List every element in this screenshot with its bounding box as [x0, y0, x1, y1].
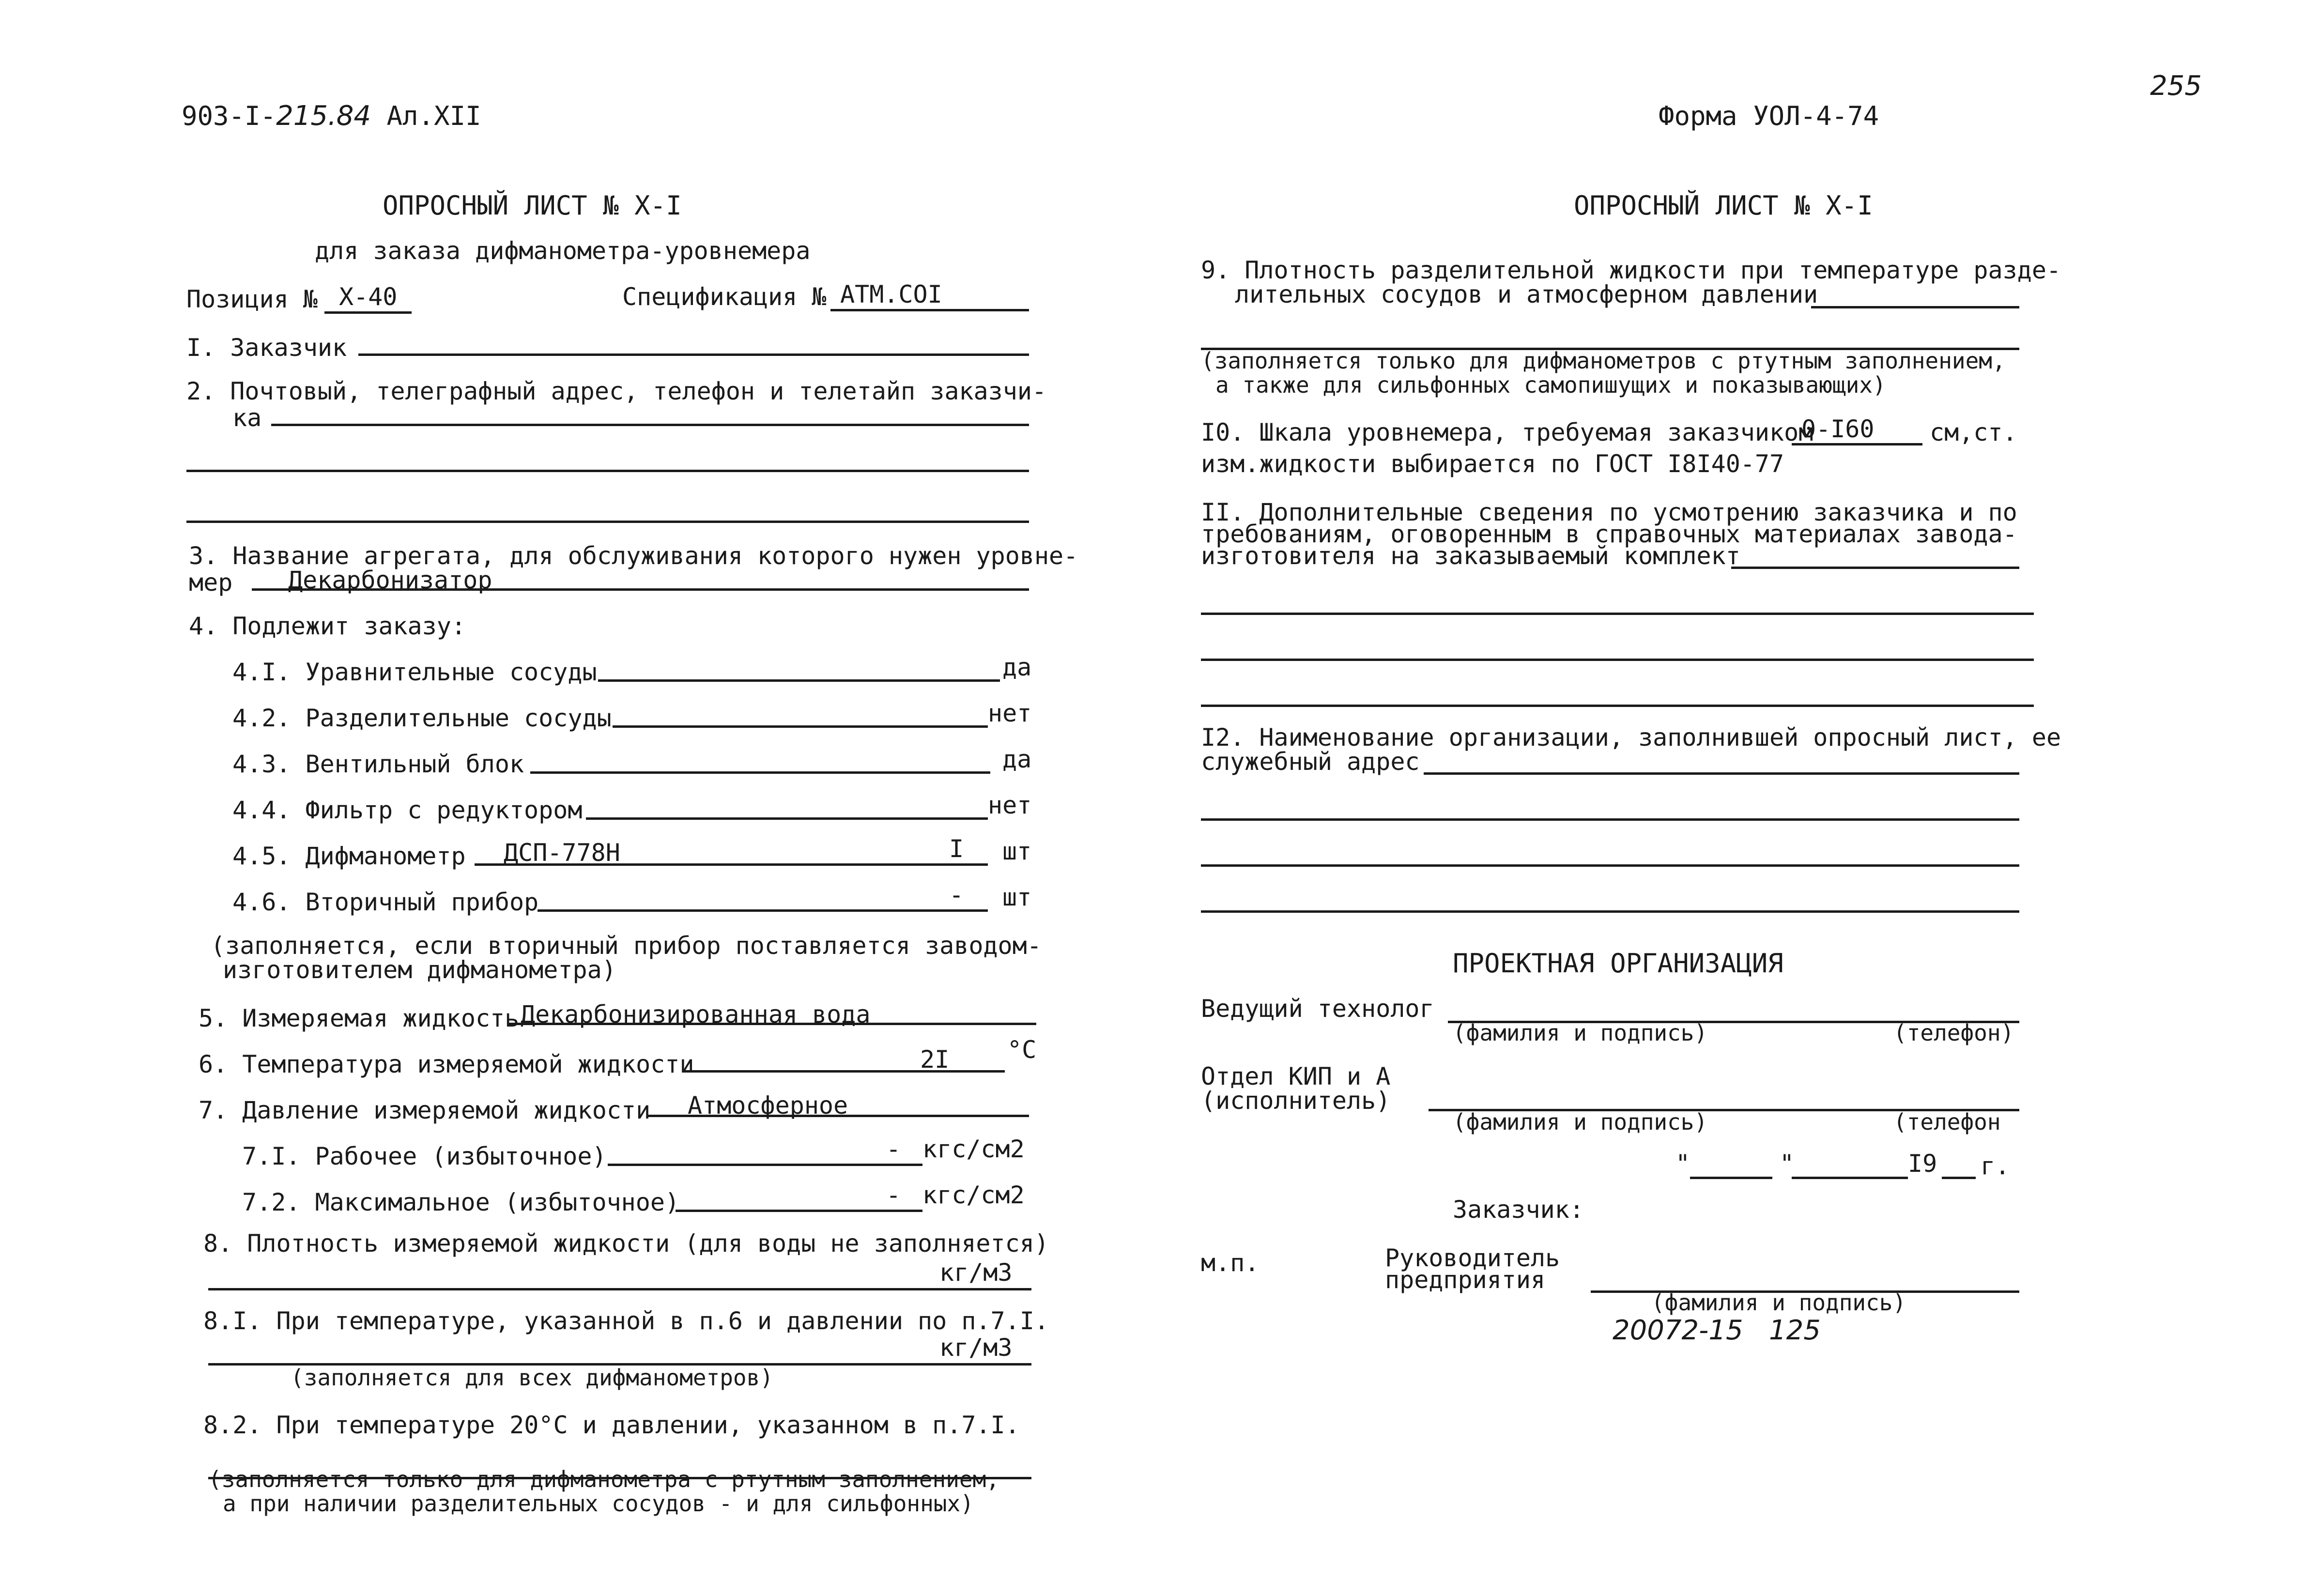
item-6-label: 6. Температура измеряемой жидкости: [199, 1050, 694, 1078]
handwritten-code: 215.84: [276, 100, 371, 132]
item-4-label: 4. Подлежит заказу:: [189, 612, 466, 640]
item-4-1-line: [598, 679, 1000, 682]
item-4-5-label: 4.5. Дифманометр: [232, 842, 466, 870]
item-11-line-b: [1201, 613, 2034, 615]
phone-caption-2: (телефон: [1893, 1109, 2001, 1135]
item-4-3-line: [530, 771, 990, 774]
item-7-value: Атмосферное: [688, 1091, 848, 1120]
item-11-line-c: [1201, 659, 2034, 661]
item-1-label: I. Заказчик: [186, 334, 347, 362]
item-6-value: 2I: [920, 1045, 950, 1074]
item-4-6-label: 4.6. Вторичный прибор: [232, 888, 539, 916]
kip-dept-line2: (исполнитель): [1201, 1087, 1391, 1115]
item-8-unit: кг/м3: [939, 1258, 1013, 1287]
phone-caption-1: (телефон): [1893, 1020, 2014, 1046]
spec-value: АТМ.СОI: [840, 280, 942, 308]
note-4-line2: изготовителем дифманометра): [223, 956, 616, 984]
item-5-label: 5. Измеряемая жидкость: [199, 1004, 520, 1032]
fio-sign-caption-1: (фамилия и подпись): [1453, 1020, 1708, 1046]
note-9-line1: (заполняется только для дифманометров с ртутным заполнением,: [1201, 348, 2006, 374]
item-6-unit: °C: [1007, 1036, 1037, 1064]
item-10-value: 0-I60: [1801, 415, 1875, 443]
item-7-1-line: [608, 1164, 922, 1166]
item-10-unit: см,ст.: [1930, 418, 2017, 446]
item-12-line1: I2. Наименование организации, заполнившей опросный лист, ее: [1201, 723, 2061, 752]
item-4-2-label: 4.2. Разделительные сосуды: [232, 704, 612, 732]
item-2-line-c: [186, 521, 1029, 523]
note-9-line2: а также для сильфонных самопишущих и показывающих): [1215, 372, 1886, 398]
note-4-line1: (заполняется, если вторичный прибор поставляется заводом-: [211, 932, 1042, 960]
item-10-line2: изм.жидкости выбирается по ГОСТ I8I40-77: [1201, 450, 1784, 478]
page-number: 255: [2150, 70, 2202, 102]
item-7-2-label: 7.2. Максимальное (избыточное): [242, 1188, 680, 1216]
item-1-line: [358, 353, 1029, 356]
item-4-3-value: да: [1002, 745, 1032, 773]
date-quote-open: ": [1675, 1150, 1690, 1178]
item-3-line: [252, 588, 1029, 591]
item-3-line1: 3. Название агрегата, для обслуживания которого нужен уровне-: [189, 542, 1078, 570]
note-8-2-line2: а при наличии разделительных сосудов - и для сильфонных): [223, 1490, 974, 1517]
fio-sign-caption-2: (фамилия и подпись): [1453, 1109, 1708, 1135]
item-12-line-a: [1424, 772, 2019, 775]
item-7-label: 7. Давление измеряемой жидкости: [199, 1096, 651, 1124]
lead-technologist-label: Ведущий технолог: [1201, 995, 1434, 1023]
seal-label: м.п.: [1201, 1249, 1260, 1277]
customer-label: Заказчик:: [1453, 1196, 1584, 1224]
item-8-line: [208, 1288, 1031, 1290]
item-4-4-label: 4.4. Фильтр с редуктором: [232, 796, 583, 824]
position-label: Позиция №: [186, 285, 318, 313]
item-11-line1: II. Дополнительные сведения по усмотрению заказчика и по: [1201, 498, 2017, 526]
spec-label: Спецификация №: [622, 283, 827, 311]
item-11-line-a: [1731, 567, 2019, 569]
document-code: 903-I-215.84 Ал.XII: [182, 100, 481, 132]
item-4-2-value: нет: [988, 699, 1032, 727]
item-8-label: 8. Плотность измеряемой жидкости (для воды не заполняется): [203, 1229, 1049, 1258]
item-12-line-c: [1201, 864, 2019, 867]
left-title: ОПРОСНЫЙ ЛИСТ № X-I: [383, 190, 682, 221]
date-day-line: [1690, 1177, 1772, 1179]
item-5-line: [508, 1023, 1036, 1025]
item-12-line-b: [1201, 818, 2019, 821]
item-11-line-d: [1201, 705, 2034, 707]
spec-underline: [830, 309, 1029, 311]
item-4-6-unit: шт: [1002, 883, 1032, 911]
item-4-6-qty: -: [949, 881, 964, 909]
left-subtitle: для заказа дифманометра-уровнемера: [315, 237, 811, 265]
item-9-line2: лительных сосудов и атмосферном давлении: [1235, 280, 1818, 308]
note-8-2-line1: (заполняется только для дифманометра с ртутным заполнением,: [208, 1466, 999, 1492]
item-4-1-value: да: [1002, 653, 1032, 681]
item-4-4-line: [586, 817, 988, 820]
item-10-label: I0. Шкала уровнемера, требуемая заказчиком: [1201, 418, 1813, 446]
item-8-1-unit: кг/м3: [939, 1334, 1013, 1362]
item-11-line2: требованиям, оговоренным в справочных материалах завода-: [1201, 520, 2017, 548]
item-2-line-a: [271, 424, 1029, 426]
org-title: ПРОЕКТНАЯ ОРГАНИЗАЦИЯ: [1453, 948, 1783, 979]
right-title: ОПРОСНЫЙ ЛИСТ № X-I: [1574, 190, 1873, 221]
item-10-line: [1792, 443, 1922, 445]
head-line2: предприятия: [1385, 1266, 1546, 1294]
head-line1: Руководитель: [1385, 1244, 1560, 1272]
date-g: г.: [1981, 1152, 2010, 1180]
stamp-code: 20072-15 125: [1613, 1315, 1821, 1346]
item-4-1-label: 4.I. Уравнительные сосуды: [232, 658, 597, 686]
item-9-line: [1811, 306, 2019, 308]
item-4-3-label: 4.3. Вентильный блок: [232, 750, 524, 778]
note-8-1: (заполняется для всех дифманометров): [291, 1365, 773, 1391]
form-number: Форма УОЛ-4-74: [1659, 101, 1879, 131]
fio-sign-caption-3: (фамилия и подпись): [1651, 1289, 1906, 1316]
item-4-5-qty: I: [949, 835, 964, 863]
date-year-line: [1942, 1177, 1976, 1179]
item-7-line: [646, 1115, 1029, 1117]
date-year: I9: [1908, 1150, 1937, 1178]
kip-dept-line1: Отдел КИП и А: [1201, 1062, 1391, 1090]
item-4-2-line: [613, 725, 988, 728]
item-4-5-unit: шт: [1002, 837, 1032, 865]
item-3-line2: мер: [189, 568, 233, 597]
item-8-1-label: 8.I. При температуре, указанной в п.6 и давлении по п.7.I.: [203, 1307, 1049, 1335]
item-12-line2: служебный адрес: [1201, 748, 1420, 776]
item-11-line3: изготовителя на заказываемый комплект: [1201, 542, 1740, 570]
item-4-5-model: ДСП-778Н: [504, 839, 620, 867]
position-value: X-40: [339, 283, 398, 311]
item-2-line2: ка: [232, 404, 262, 432]
item-8-2-label: 8.2. При температуре 20°C и давлении, указанном в п.7.I.: [203, 1411, 1020, 1439]
item-7-1-value: -: [886, 1135, 901, 1163]
item-9-line1: 9. Плотность разделительной жидкости при температуре разде-: [1201, 256, 2061, 284]
item-7-2-value: -: [886, 1181, 901, 1209]
item-7-1-unit: кгс/см2: [922, 1135, 1025, 1163]
item-12-line-d: [1201, 910, 2019, 913]
item-4-4-value: нет: [988, 791, 1032, 819]
item-7-2-line: [676, 1210, 922, 1212]
date-quote-close: ": [1780, 1150, 1795, 1178]
position-underline: [324, 311, 412, 314]
item-4-5-line: [475, 863, 988, 866]
item-2-line1: 2. Почтовый, телеграфный адрес, телефон и телетайп заказчи-: [186, 377, 1047, 405]
item-5-value: Декарбонизированная вода: [521, 1000, 871, 1028]
date-month-line: [1792, 1177, 1908, 1179]
item-3-value: Декарбонизатор: [288, 566, 492, 594]
item-6-line: [683, 1070, 1005, 1073]
item-7-1-label: 7.I. Рабочее (избыточное): [242, 1142, 607, 1170]
item-4-6-line: [538, 909, 988, 912]
item-2-line-b: [186, 470, 1029, 472]
item-7-2-unit: кгс/см2: [922, 1181, 1025, 1209]
